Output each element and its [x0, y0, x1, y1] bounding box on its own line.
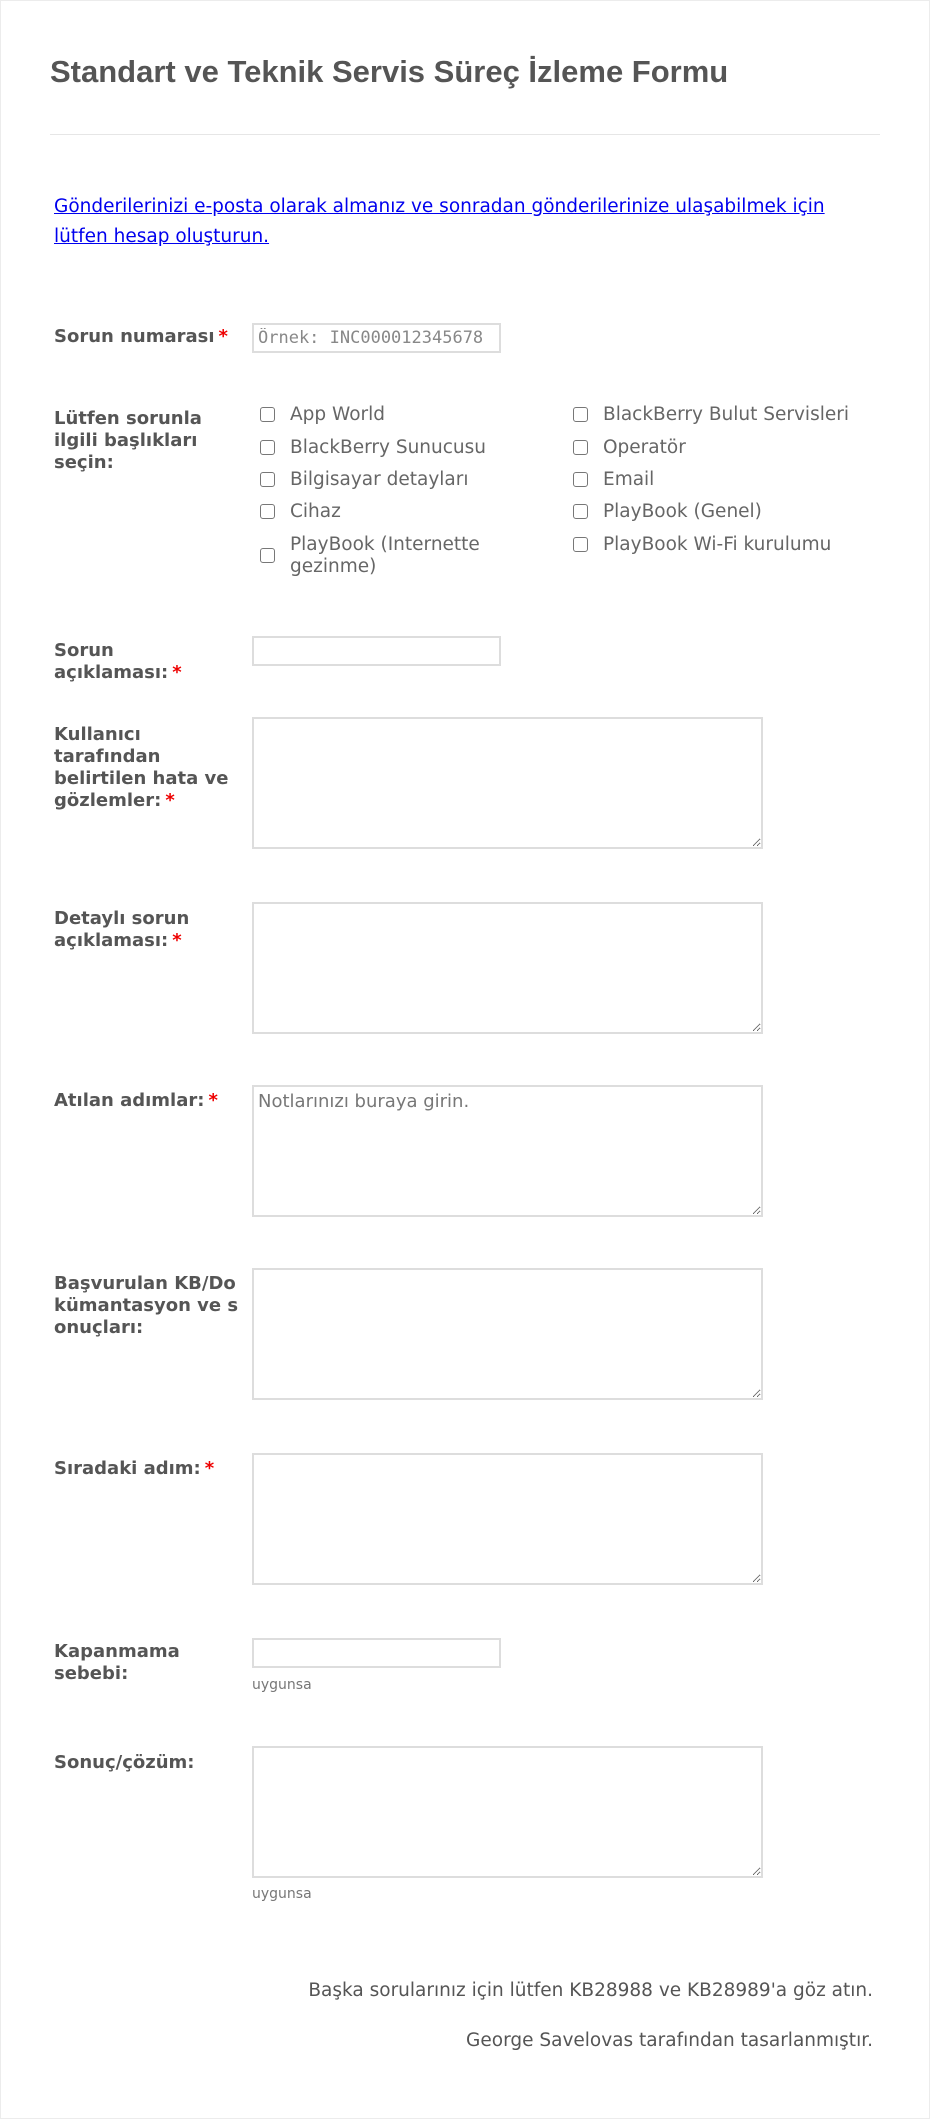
steps-taken-label: [54, 1090, 244, 1112]
next-step-textarea[interactable]: [252, 1453, 763, 1585]
required-mark: *: [218, 326, 228, 347]
required-mark: *: [208, 1090, 218, 1111]
not-closed-reason-hint: uygunsa: [252, 1677, 312, 1693]
not-closed-reason-label: Kapanmama sebebi:: [54, 1641, 180, 1684]
checkbox-email[interactable]: [573, 469, 863, 491]
label-text: Sıradaki adım:: [54, 1458, 201, 1479]
title-divider: [50, 134, 880, 135]
option-label: Email: [603, 469, 655, 490]
option-label: PlayBook Wi-Fi kurulumu: [603, 534, 832, 555]
issue-number-label: [54, 326, 254, 348]
required-mark: *: [172, 662, 182, 683]
page-title: Standart ve Teknik Servis Süreç İzleme Formu: [50, 54, 729, 89]
issue-number-input[interactable]: [252, 323, 501, 353]
label-text: Kullanıcı tarafından belirtilen hata ve gözlemler:: [54, 724, 229, 811]
checkbox-icon[interactable]: [573, 407, 588, 422]
label-text: Detaylı sorun açıklaması:: [54, 908, 190, 951]
issue-description-label: [54, 640, 204, 684]
next-step-label: [54, 1458, 244, 1480]
footer-kb-note: Başka sorularınız için lütfen KB28988 ve KB28989'a göz atın.: [308, 1980, 873, 2001]
checkbox-playbook-wifi[interactable]: [573, 534, 903, 556]
option-label: BlackBerry Bulut Servisleri: [603, 404, 849, 425]
create-account-link[interactable]: Gönderilerinizi e-posta olarak almanız ve sonradan gönderilerinize ulaşabilmek için lütfen hesap oluşturun.: [54, 196, 825, 247]
option-label: Bilgisayar detayları: [290, 469, 469, 490]
checkbox-device[interactable]: [260, 501, 550, 523]
checkbox-playbook-general[interactable]: [573, 501, 863, 523]
required-mark: *: [204, 1458, 215, 1479]
user-errors-textarea[interactable]: [252, 717, 763, 849]
checkbox-playbook-browsing[interactable]: [260, 534, 500, 578]
checkbox-icon[interactable]: [573, 504, 588, 519]
option-label: PlayBook (Genel): [603, 501, 762, 522]
option-label: App World: [290, 404, 386, 425]
issue-description-input[interactable]: [252, 636, 501, 666]
checkbox-icon[interactable]: [573, 472, 588, 487]
user-errors-label: [54, 724, 239, 812]
checkbox-icon[interactable]: [573, 440, 588, 455]
option-label: Cihaz: [290, 501, 341, 522]
checkbox-blackberry-cloud[interactable]: [573, 404, 903, 426]
checkbox-icon[interactable]: [573, 537, 588, 552]
required-mark: *: [165, 790, 175, 811]
kb-docs-textarea[interactable]: [252, 1268, 763, 1400]
topics-label: Lütfen sorunla ilgili başlıkları seçin:: [54, 408, 202, 473]
resolution-textarea[interactable]: [252, 1746, 763, 1878]
checkbox-icon[interactable]: [260, 548, 275, 563]
checkbox-app-world[interactable]: [260, 404, 550, 426]
label-text: Atılan adımlar:: [54, 1090, 205, 1111]
label-text: Sorun numarası: [54, 326, 215, 347]
footer-designer-credit: George Savelovas tarafından tasarlanmıştır.: [466, 2030, 873, 2051]
resolution-hint: uygunsa: [252, 1886, 312, 1902]
checkbox-icon[interactable]: [260, 472, 275, 487]
option-label: PlayBook (Internette gezinme): [290, 534, 480, 577]
checkbox-icon[interactable]: [260, 504, 275, 519]
label-text: Sorun açıklaması:: [54, 640, 169, 683]
not-closed-reason-input[interactable]: [252, 1638, 501, 1668]
required-mark: *: [172, 930, 182, 951]
checkbox-icon[interactable]: [260, 440, 275, 455]
checkbox-icon[interactable]: [260, 407, 275, 422]
detailed-description-textarea[interactable]: [252, 902, 763, 1034]
resolution-label: Sonuç/çözüm:: [54, 1752, 195, 1773]
steps-taken-textarea[interactable]: [252, 1085, 763, 1217]
checkbox-blackberry-server[interactable]: [260, 437, 550, 459]
kb-docs-label: Başvurulan KB/Dokümantasyon ve sonuçları:: [54, 1273, 239, 1338]
checkbox-operator[interactable]: [573, 437, 863, 459]
option-label: BlackBerry Sunucusu: [290, 437, 487, 458]
detailed-description-label: [54, 908, 214, 952]
option-label: Operatör: [603, 437, 686, 458]
checkbox-computer-details[interactable]: [260, 469, 550, 491]
